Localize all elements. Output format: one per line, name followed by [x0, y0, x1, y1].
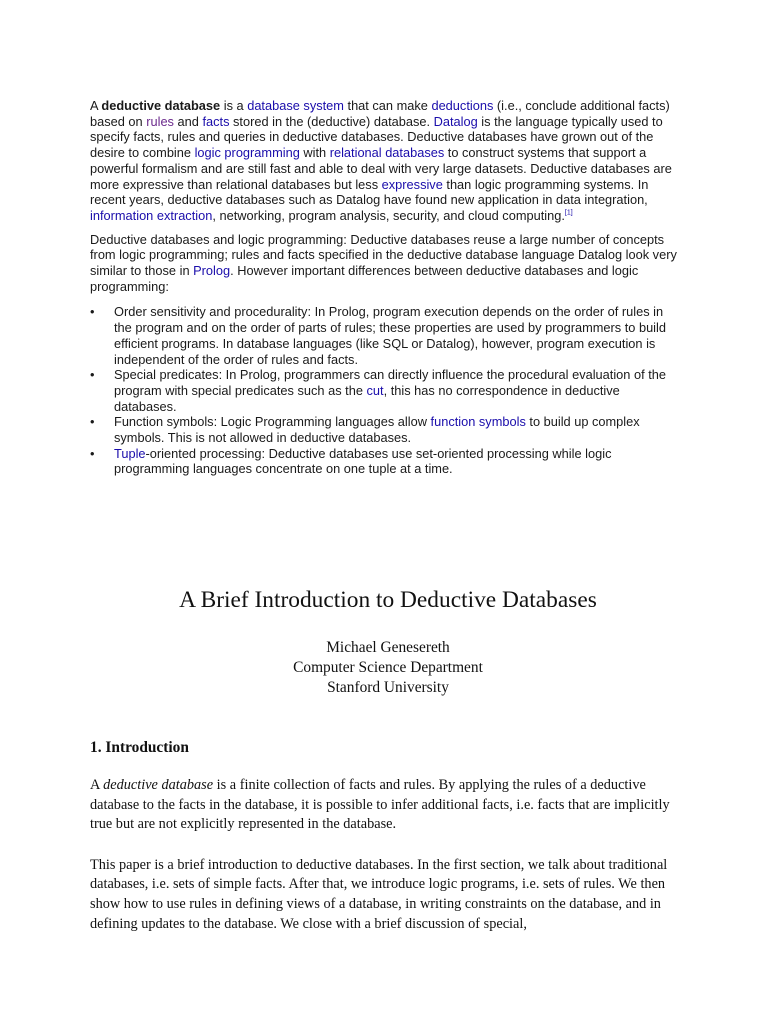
- list-item: [90, 446, 680, 477]
- text: . However important differences between deductive databases and logic programming:: [90, 263, 639, 294]
- citation-link[interactable]: [1]: [564, 209, 573, 217]
- emphasis: deductive database: [103, 777, 214, 793]
- link-function-symbols[interactable]: function symbols: [430, 414, 526, 430]
- link-prolog[interactable]: Prolog: [193, 263, 231, 279]
- text: to build up complex symbols. This is not allowed in deductive databases.: [114, 414, 640, 446]
- text: Order sensitivity and procedurality: In Prolog, program execution depends on the order of rules in the program and on the order of parts of rules; these properties are used by programmers to build efficient programs. In database languages (like SQL or Datalog), however, program execution is independent of the order of rules and facts.: [114, 304, 666, 367]
- list-item: [90, 414, 680, 445]
- paper-excerpt: [90, 586, 686, 934]
- link-database-system[interactable]: database system: [247, 98, 344, 113]
- text: , networking, program analysis, security, and cloud computing.: [212, 207, 565, 223]
- author-block: [90, 638, 686, 698]
- list-item: [90, 304, 680, 367]
- text: is a finite collection of facts and rules. By applying the rules of a deductive database to the facts in the database, it is possible to infer additional facts, i.e. facts that are implicitly true but are not explicitly represented in the database.: [90, 777, 670, 833]
- link-deductions[interactable]: deductions: [431, 98, 494, 113]
- bullet-icon: •: [90, 367, 95, 383]
- text: is a: [220, 98, 248, 113]
- text: Special predicates: In Prolog, programmers can directly influence the procedural evaluation of the program with special predicates such as the: [114, 367, 666, 398]
- text: is the language typically used to specify facts, rules and queries in deductive databases. Deductive databases have grown out of the desire to combine: [90, 113, 663, 161]
- text: that can make: [343, 98, 432, 113]
- bullet-icon: •: [90, 304, 95, 320]
- author-department: Computer Science Department: [293, 659, 483, 676]
- link-tuple[interactable]: Tuple: [114, 445, 146, 461]
- text: -oriented processing: Deductive databases use set-oriented processing while logic programming languages concentrate on one tuple at a time.: [114, 445, 612, 477]
- paper-paragraph: [90, 776, 686, 835]
- bullet-icon: •: [90, 445, 95, 461]
- text: than logic programming systems. In recent years, deductive databases such as Datalog have found new application in data integration,: [90, 176, 649, 208]
- link-expressive[interactable]: expressive: [381, 176, 443, 192]
- paper-paragraph: This paper is a brief introduction to deductive databases. In the first section, we talk about traditional databases, i.e. sets of simple facts. After that, we introduce logic programs, i.e. sets of rules. We then show how to use rules in defining views of a database, in writing constraints on the database, and in defining updates to the database. We close with a brief discussion of special,: [90, 856, 668, 932]
- link-information-extraction[interactable]: information extraction: [90, 207, 213, 223]
- section-heading: 1. Introduction: [90, 739, 189, 756]
- link-datalog[interactable]: Datalog: [433, 113, 478, 129]
- link-cut[interactable]: cut: [366, 382, 384, 398]
- text: Deductive databases and logic programming: Deductive databases reuse a large number of concepts from logic programming; rules and facts specified in the deductive database language Datalog look very similar to those in: [90, 231, 677, 279]
- bullet-icon: •: [90, 414, 95, 430]
- paper-title: A Brief Introduction to Deductive Databases: [179, 587, 597, 613]
- text: to construct systems that support a powerful formalism and are still fast and able to deal with very large datasets. Deductive databases are more expressive than relational databases but less: [90, 145, 672, 192]
- wiki-paragraph-differences: [90, 232, 680, 295]
- term-deductive-database: deductive database: [101, 98, 221, 113]
- author-name: Michael Genesereth: [326, 639, 450, 656]
- author-university: Stanford University: [327, 679, 449, 696]
- wikipedia-excerpt: [90, 98, 680, 477]
- link-logic-programming[interactable]: logic programming: [194, 145, 300, 161]
- text: A: [90, 98, 102, 113]
- link-rules[interactable]: rules: [146, 113, 174, 129]
- differences-list: [90, 304, 680, 477]
- text: (i.e., conclude additional facts) based on: [90, 98, 670, 129]
- list-item: [90, 367, 680, 414]
- text: with: [299, 145, 330, 161]
- text: Function symbols: Logic Programming languages allow: [114, 414, 431, 430]
- text: A: [90, 777, 104, 793]
- wiki-paragraph-definition: [90, 98, 680, 224]
- text: and: [173, 113, 203, 129]
- text: stored in the (deductive) database.: [229, 113, 434, 129]
- link-facts[interactable]: facts: [202, 113, 230, 129]
- text: , this has no correspondence in deductive databases.: [114, 382, 620, 414]
- link-relational-databases[interactable]: relational databases: [329, 145, 445, 161]
